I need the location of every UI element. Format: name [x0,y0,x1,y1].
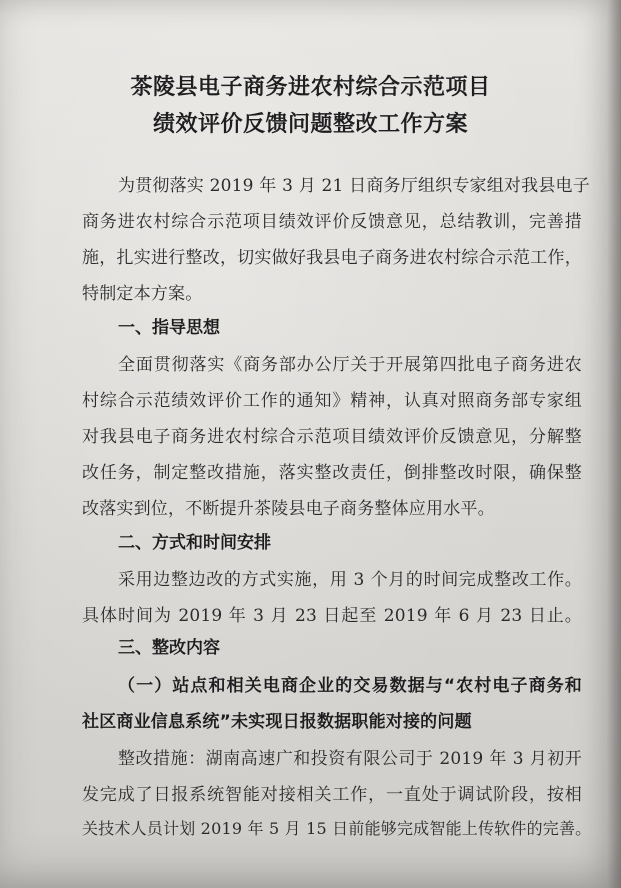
intro-line-3: 施，扎实进行整改，切实做好我县电子商务进农村综合示范工作， [82,248,582,268]
section1-line-3: 对我县电子商务进农村综合示范项目绩效评价反馈意见，分解整 [82,427,582,447]
section-heading-rectification-content: 三、整改内容 [118,638,220,658]
section-heading-guiding-ideology: 一、指导思想 [118,318,220,338]
intro-line-4: 特制定本方案。 [82,284,203,304]
section2-line-2: 具体时间为 2019 年 3 月 23 日起至 2019 年 6 月 23 日止。 [82,606,582,626]
intro-line-1: 为贯彻落实 2019 年 3 月 21 日商务厅组织专家组对我县电子 [118,176,590,196]
measures-line-1: 整改措施：湖南高速广和投资有限公司于 2019 年 3 月初开 [118,749,582,769]
document-title-line-1: 茶陵县电子商务进农村综合示范项目 [130,75,491,100]
section1-line-2: 村综合示范绩效评价工作的通知》精神，认真对照商务部专家组 [82,391,582,411]
document-title-line-2: 绩效评价反馈问题整改工作方案 [152,112,468,137]
section2-line-1: 采用边整边改的方式实施，用 3 个月的时间完成整改工作。 [118,570,582,590]
section1-line-5: 改落实到位，不断提升茶陵县电子商务整体应用水平。 [82,499,495,519]
measures-line-3: 关技术人员计划 2019 年 5 月 15 日前能够完成智能上传软件的完善。 [82,819,592,838]
intro-line-2: 商务进农村综合示范项目绩效评价反馈意见，总结教训，完善措 [82,212,582,232]
section1-line-1: 全面贯彻落实《商务部办公厅关于开展第四批电子商务进农 [118,355,582,375]
section-heading-method-and-schedule: 二、方式和时间安排 [118,533,271,553]
subsection1-line-2: 社区商业信息系统”未实现日报数据职能对接的问题 [82,712,472,732]
section1-line-4: 改任务，制定整改措施，落实整改责任，倒排整改时限，确保整 [82,463,582,483]
subsection1-line-1: （一）站点和相关电商企业的交易数据与“农村电子商务和 [118,676,582,696]
measures-line-2: 发完成了日报系统智能对接相关工作，一直处于调试阶段，按相 [82,785,582,805]
